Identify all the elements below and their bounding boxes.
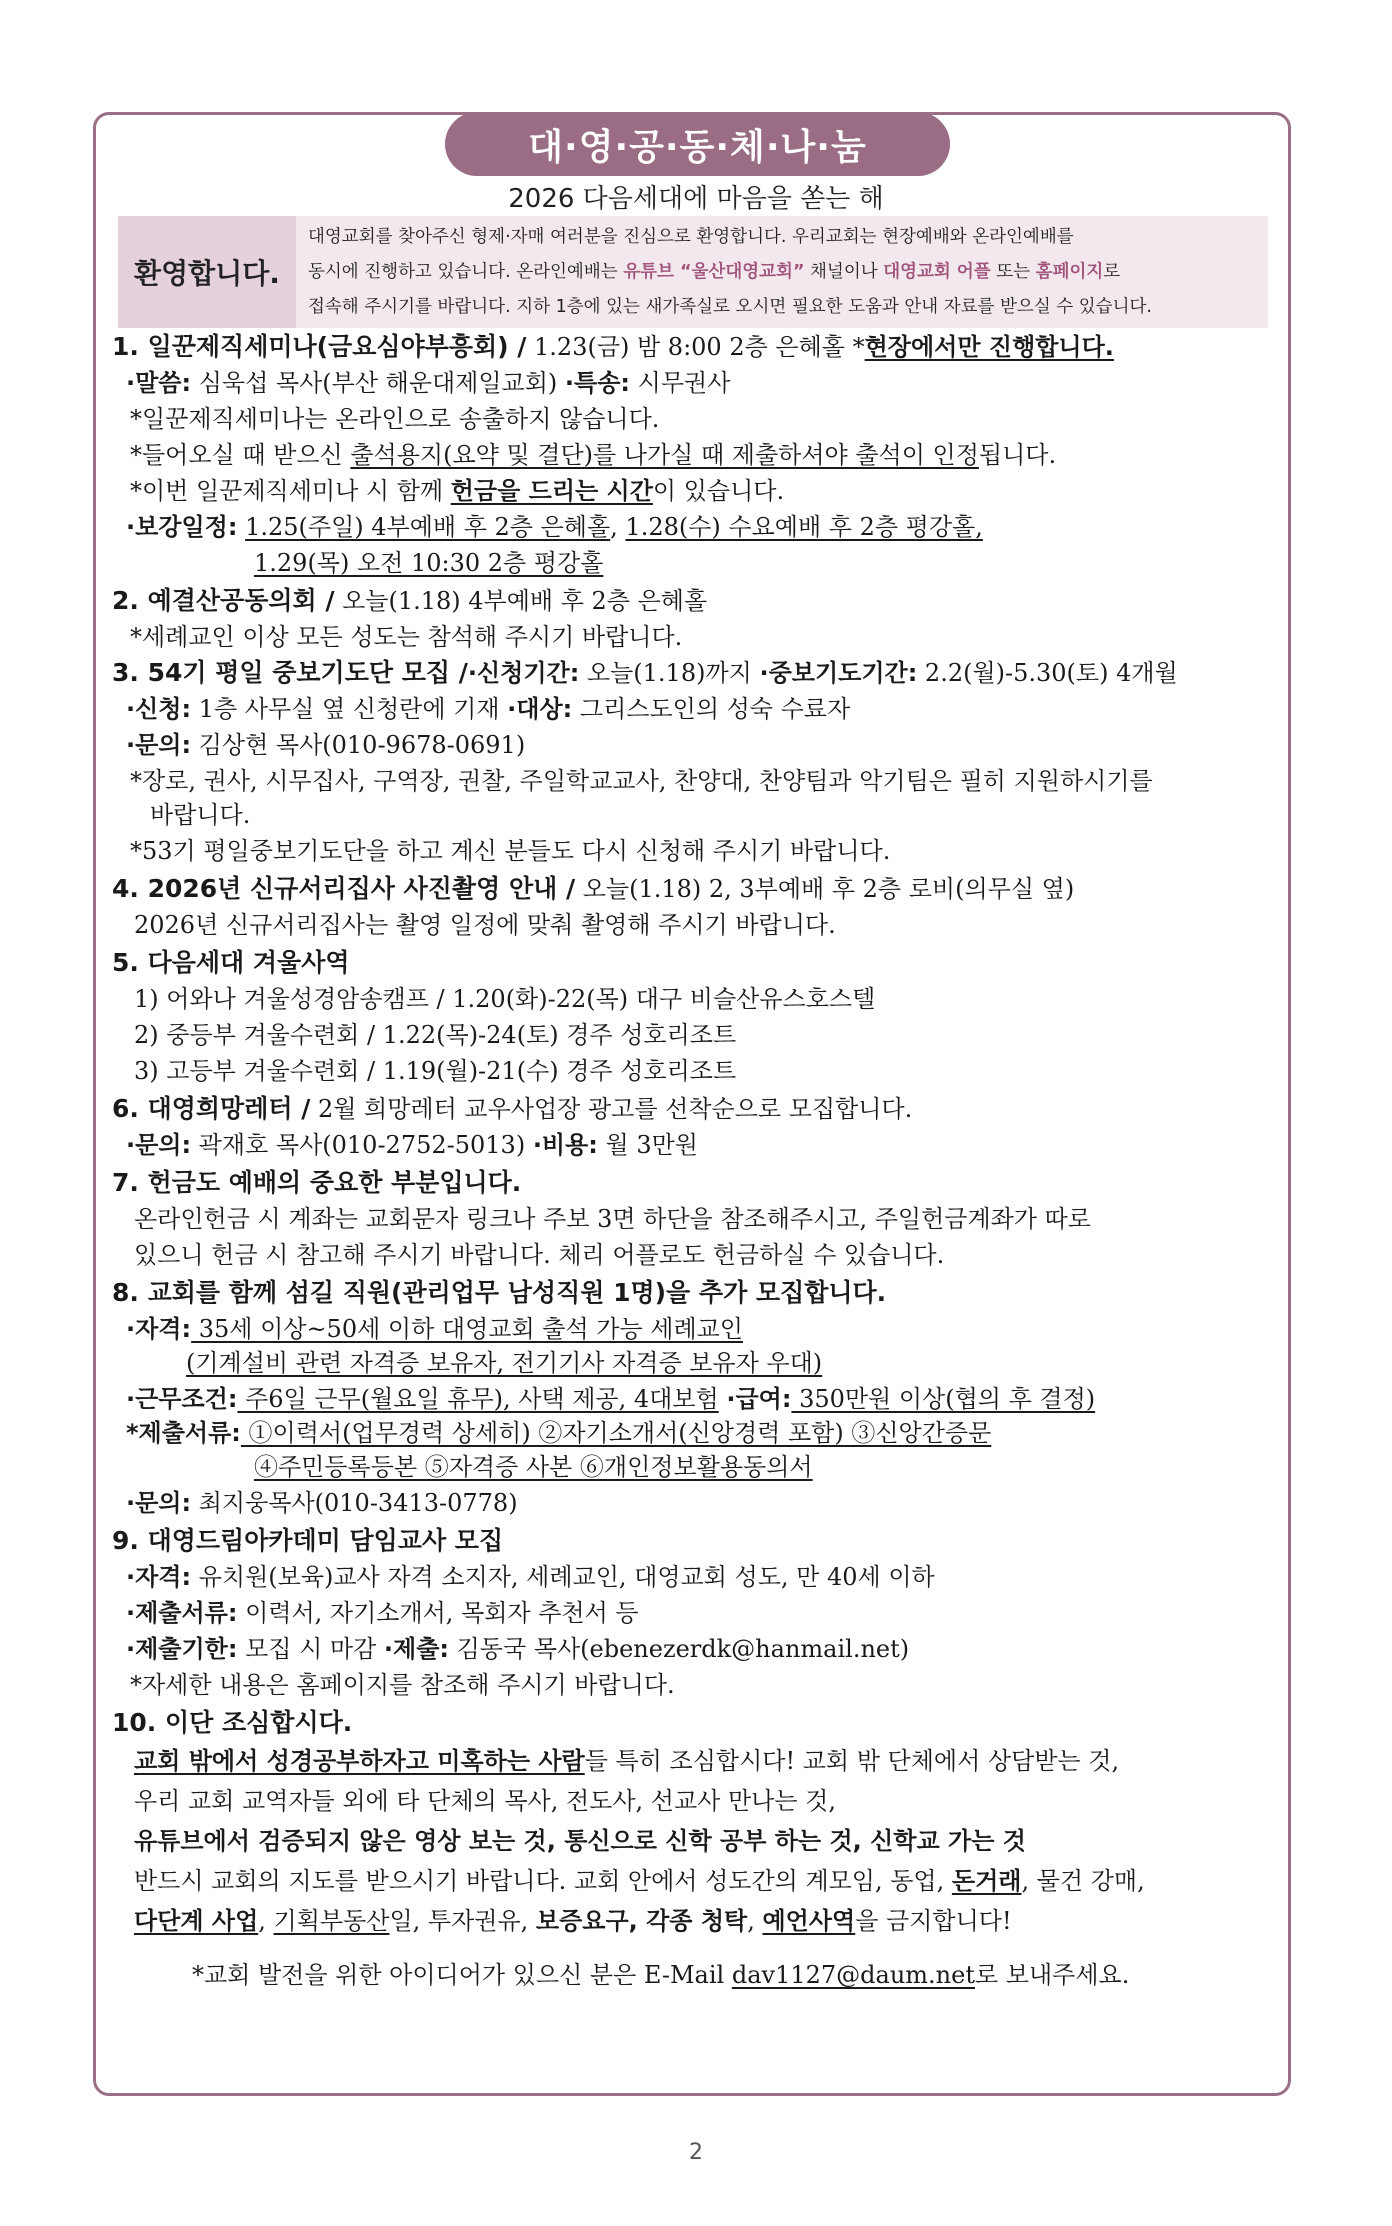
s10-heading: 10. 이단 조심합시다.	[112, 1708, 353, 1737]
s3-note: *장로, 권사, 시무집사, 구역장, 권찰, 주일학교교사, 찬양대, 찬양팀과 악기팀은 필히 지원하시기를	[130, 767, 1153, 795]
s9-heading: 9. 대영드림아카데미 담임교사 모집	[112, 1526, 504, 1555]
s1-note: *들어오실 때 받으신 출석용지(요약 및 결단)를 나가실 때 제출하셔야 출석이 인정됩니다.	[130, 441, 1057, 469]
s6-heading: 6. 대영희망레터 / 2월 희망레터 교우사업장 광고를 선착순으로 모집합니다.	[112, 1094, 913, 1123]
s9-qualification: ·자격: 유치원(보육)교사 자격 소지자, 세례교인, 대영교회 성도, 만 40세 이하	[126, 1563, 935, 1591]
s3-note: 바랍니다.	[150, 801, 251, 829]
s8-conditions: ·근무조건: 주6일 근무(월요일 휴무), 사택 제공, 4대보험 ·급여: 350만원 이상(협의 후 결정)	[126, 1385, 1096, 1413]
footer-note: *교회 발전을 위한 아이디어가 있으신 분은 E-Mail dav1127@daum.net로 보내주세요.	[192, 1961, 1130, 1989]
s3-contact: ·문의: 김상현 목사(010-9678-0691)	[126, 731, 526, 759]
s4-note: 2026년 신규서리집사는 촬영 일정에 맞춰 촬영해 주시기 바랍니다.	[134, 911, 836, 939]
page-number: 2	[689, 2140, 703, 2165]
welcome-title: 환영합니다.	[118, 216, 296, 328]
s3-note: *53기 평일중보기도단을 하고 계신 분들도 다시 신청해 주시기 바랍니다.	[130, 837, 891, 865]
s3-heading: 3. 54기 평일 중보기도단 모집 /·신청기간: 오늘(1.18)까지 ·중보기도기간: 2.2(월)-5.30(토) 4개월	[112, 658, 1178, 687]
s1-speaker: ·말씀: 심욱섭 목사(부산 해운대제일교회) ·특송: 시무권사	[126, 369, 731, 397]
s3-apply: ·신청: 1층 사무실 옆 신청란에 기재 ·대상: 그리스도인의 성숙 수료자	[126, 695, 851, 723]
welcome-line: 동시에 진행하고 있습니다. 온라인예배는 유튜브 “울산대영교회” 채널이나 대영교회 어플 또는 홈페이지로	[308, 262, 1121, 282]
s2-note: *세례교인 이상 모든 성도는 참석해 주시기 바랍니다.	[130, 623, 683, 651]
s5-item: 3) 고등부 겨울수련회 / 1.19(월)-21(수) 경주 성호리조트	[134, 1057, 737, 1085]
s7-body: 온라인헌금 시 계좌는 교회문자 링크나 주보 3면 하단을 참조해주시고, 주일헌금계좌가 따로	[134, 1205, 1091, 1233]
s10-body: 유튜브에서 검증되지 않은 영상 보는 것, 통신으로 신학 공부 하는 것, 신학교 가는 것	[134, 1827, 1026, 1855]
s8-qualification: ·자격: 35세 이상~50세 이하 대영교회 출석 가능 세례교인	[126, 1315, 743, 1343]
welcome-text	[296, 216, 1268, 328]
s9-note: *자세한 내용은 홈페이지를 참조해 주시기 바랍니다.	[130, 1671, 675, 1699]
s10-body: 반드시 교회의 지도를 받으시기 바랍니다. 교회 안에서 성도간의 계모임, 동업, 돈거래, 물건 강매,	[134, 1867, 1145, 1895]
s8-contact: ·문의: 최지웅목사(010-3413-0778)	[126, 1489, 518, 1517]
s8-qualification: (기계설비 관련 자격증 보유자, 전기기사 자격증 보유자 우대)	[186, 1349, 823, 1377]
s10-body: 다단계 사업, 기획부동산일, 투자권유, 보증요구, 각종 청탁, 예언사역을 금지합니다!	[134, 1907, 1012, 1935]
s5-item: 2) 중등부 겨울수련회 / 1.22(목)-24(토) 경주 성호리조트	[134, 1021, 737, 1049]
yearly-theme: 2026 다음세대에 마음을 쏟는 해	[508, 184, 884, 214]
s4-heading: 4. 2026년 신규서리집사 사진촬영 안내 / 오늘(1.18) 2, 3부예배 후 2층 로비(의무실 옆)	[112, 874, 1075, 903]
youtube-channel: 유튜브 “울산대영교회”	[623, 262, 805, 282]
s5-item: 1) 어와나 겨울성경암송캠프 / 1.20(화)-22(목) 대구 비슬산유스호스텔	[134, 985, 876, 1013]
contact-email[interactable]: dav1127@daum.net	[731, 1961, 975, 1989]
welcome-line: 접속해 주시기를 바랍니다. 지하 1층에 있는 새가족실로 오시면 필요한 도움과 안내 자료를 받으실 수 있습니다.	[308, 297, 1152, 317]
welcome-line: 대영교회를 찾아주신 형제·자매 여러분을 진심으로 환영합니다. 우리교회는 현장예배와 온라인예배를	[308, 227, 1074, 247]
s5-heading: 5. 다음세대 겨울사역	[112, 948, 350, 977]
homepage: 홈페이지	[1035, 262, 1104, 282]
s1-makeup-schedule: 1.29(목) 오전 10:30 2층 평강홀	[254, 549, 604, 577]
s9-deadline: ·제출기한: 모집 시 마감 ·제출: 김동국 목사(ebenezerdk@hanmail.net)	[126, 1635, 910, 1663]
s10-body: 우리 교회 교역자들 외에 타 단체의 목사, 전도사, 선교사 만나는 것,	[134, 1787, 836, 1815]
s7-body: 있으니 헌금 시 참고해 주시기 바랍니다. 체리 어플로도 헌금하실 수 있습니다.	[134, 1241, 945, 1269]
s7-heading: 7. 헌금도 예배의 중요한 부분입니다.	[112, 1168, 522, 1197]
s10-body: 교회 밖에서 성경공부하자고 미혹하는 사람들 특히 조심합시다! 교회 밖 단체에서 상담받는 것,	[134, 1747, 1120, 1775]
welcome-box	[118, 216, 1268, 328]
s1-heading: 1. 일꾼제직세미나(금요심야부흥회) / 1.23(금) 밤 8:00 2층 은혜홀 *현장에서만 진행합니다.	[112, 332, 1114, 361]
banner-title: 대·영·공·동·체·나·눔	[445, 112, 950, 176]
s8-heading: 8. 교회를 함께 섬길 직원(관리업무 남성직원 1명)을 추가 모집합니다.	[112, 1278, 887, 1307]
s8-documents: ④주민등록등본 ⑤자격증 사본 ⑥개인정보활용동의서	[254, 1453, 813, 1481]
s1-note: *이번 일꾼제직세미나 시 함께 헌금을 드리는 시간이 있습니다.	[130, 477, 785, 505]
s1-makeup-schedule: ·보강일정: 1.25(주일) 4부예배 후 2층 은혜홀, 1.28(수) 수요예배 후 2층 평강홀,	[126, 513, 983, 541]
s2-heading: 2. 예결산공동의회 / 오늘(1.18) 4부예배 후 2층 은혜홀	[112, 586, 708, 615]
s9-documents: ·제출서류: 이력서, 자기소개서, 목회자 추천서 등	[126, 1599, 639, 1627]
s8-documents: *제출서류: ①이력서(업무경력 상세히) ②자기소개서(신앙경력 포함) ③신앙간증문	[126, 1419, 992, 1447]
church-app: 대영교회 어플	[883, 262, 991, 282]
s1-note: *일꾼제직세미나는 온라인으로 송출하지 않습니다.	[130, 405, 660, 433]
s6-contact: ·문의: 곽재호 목사(010-2752-5013) ·비용: 월 3만원	[126, 1131, 698, 1159]
